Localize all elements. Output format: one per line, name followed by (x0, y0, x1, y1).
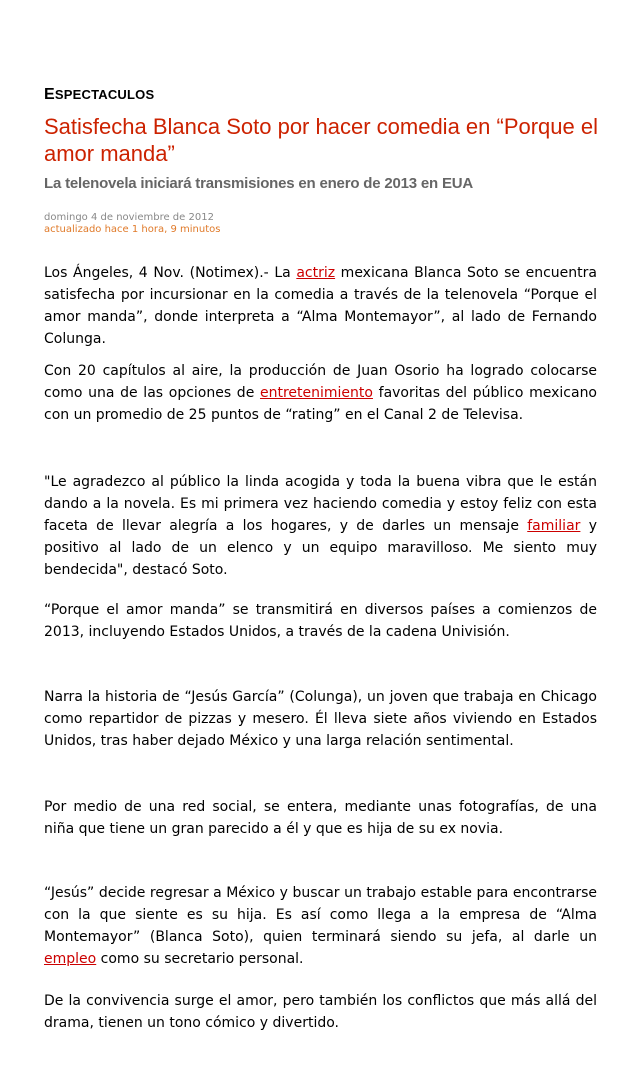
article-subheadline: La telenovela iniciará transmisiones en enero de 2013 en EUA (44, 175, 474, 192)
link-actriz[interactable]: actriz (296, 265, 336, 281)
link-empleo[interactable]: empleo (44, 951, 97, 967)
paragraph-3-pre: "Le agradezco al público la linda acogida y toda la buena vibra que le están dando a la novela. Es mi primera vez haciendo comedia y estoy feliz con esta faceta de llevar alegría a los hogares, y de darles un mensaje (44, 474, 597, 534)
paragraph-1-pre: Los Ángeles, 4 Nov. (Notimex).- La (44, 265, 297, 281)
article-headline: Satisfecha Blanca Soto por hacer comedia en “Porque el amor manda” (44, 114, 598, 166)
publish-date: domingo 4 de noviembre de 2012 (44, 212, 214, 223)
paragraph-8: De la convivencia surge el amor, pero también los conflictos que más allá del drama, tienen un tono cómico y divertido. (44, 993, 597, 1031)
paragraph-7 (44, 882, 597, 970)
link-familiar[interactable]: familiar (527, 518, 581, 534)
link-entretenimiento[interactable]: entretenimiento (259, 385, 373, 401)
section-label (44, 86, 154, 104)
paragraph-2 (44, 360, 597, 426)
paragraph-3-post: y positivo al lado de un elenco y un equipo maravilloso. Me siento muy bendecida", destacó Soto. (44, 518, 597, 578)
paragraph-1-post: mexicana Blanca Soto se encuentra satisfecha por incursionar en la comedia a través de la telenovela “Porque el amor manda”, donde interpreta a “Alma Montemayor”, al lado de Fernando Colunga. (44, 265, 597, 347)
paragraph-6: Por medio de una red social, se entera, mediante unas fotografías, de una niña que tiene un gran parecido a él y que es hija de su ex novia. (44, 799, 597, 837)
paragraph-2-pre: Con 20 capítulos al aire, la producción de Juan Osorio ha logrado colocarse como una de las opciones de (44, 363, 597, 401)
section-label-rest: SPECTACULOS (54, 87, 155, 102)
paragraph-5: Narra la historia de “Jesús García” (Colunga), un joven que trabaja en Chicago como repartidor de pizzas y mesero. Él lleva siete años viviendo en Estados Unidos, tras haber dejado México y una larga relación sentimental. (44, 689, 597, 749)
paragraph-2-post: favoritas del público mexicano con un promedio de 25 puntos de “rating” en el Canal 2 de Televisa. (44, 385, 598, 423)
paragraph-7-pre: “Jesús” decide regresar a México y buscar un trabajo estable para encontrarse con la que siente es su hija. Es así como llega a la empresa de “Alma Montemayor” (Blanca Soto), quien terminará siendo su jefa, al darle un (44, 885, 597, 945)
paragraph-1 (44, 262, 597, 350)
paragraph-3 (44, 471, 597, 581)
section-label-initial: E (44, 86, 55, 103)
paragraph-4: “Porque el amor manda” se transmitirá en diversos países a comienzos de 2013, incluyendo Estados Unidos, a través de la cadena Univisión. (44, 602, 597, 640)
paragraph-7-post: como su secretario personal. (96, 951, 304, 967)
dateline (44, 212, 220, 236)
updated-time: actualizado hace 1 hora, 9 minutos (44, 224, 221, 235)
